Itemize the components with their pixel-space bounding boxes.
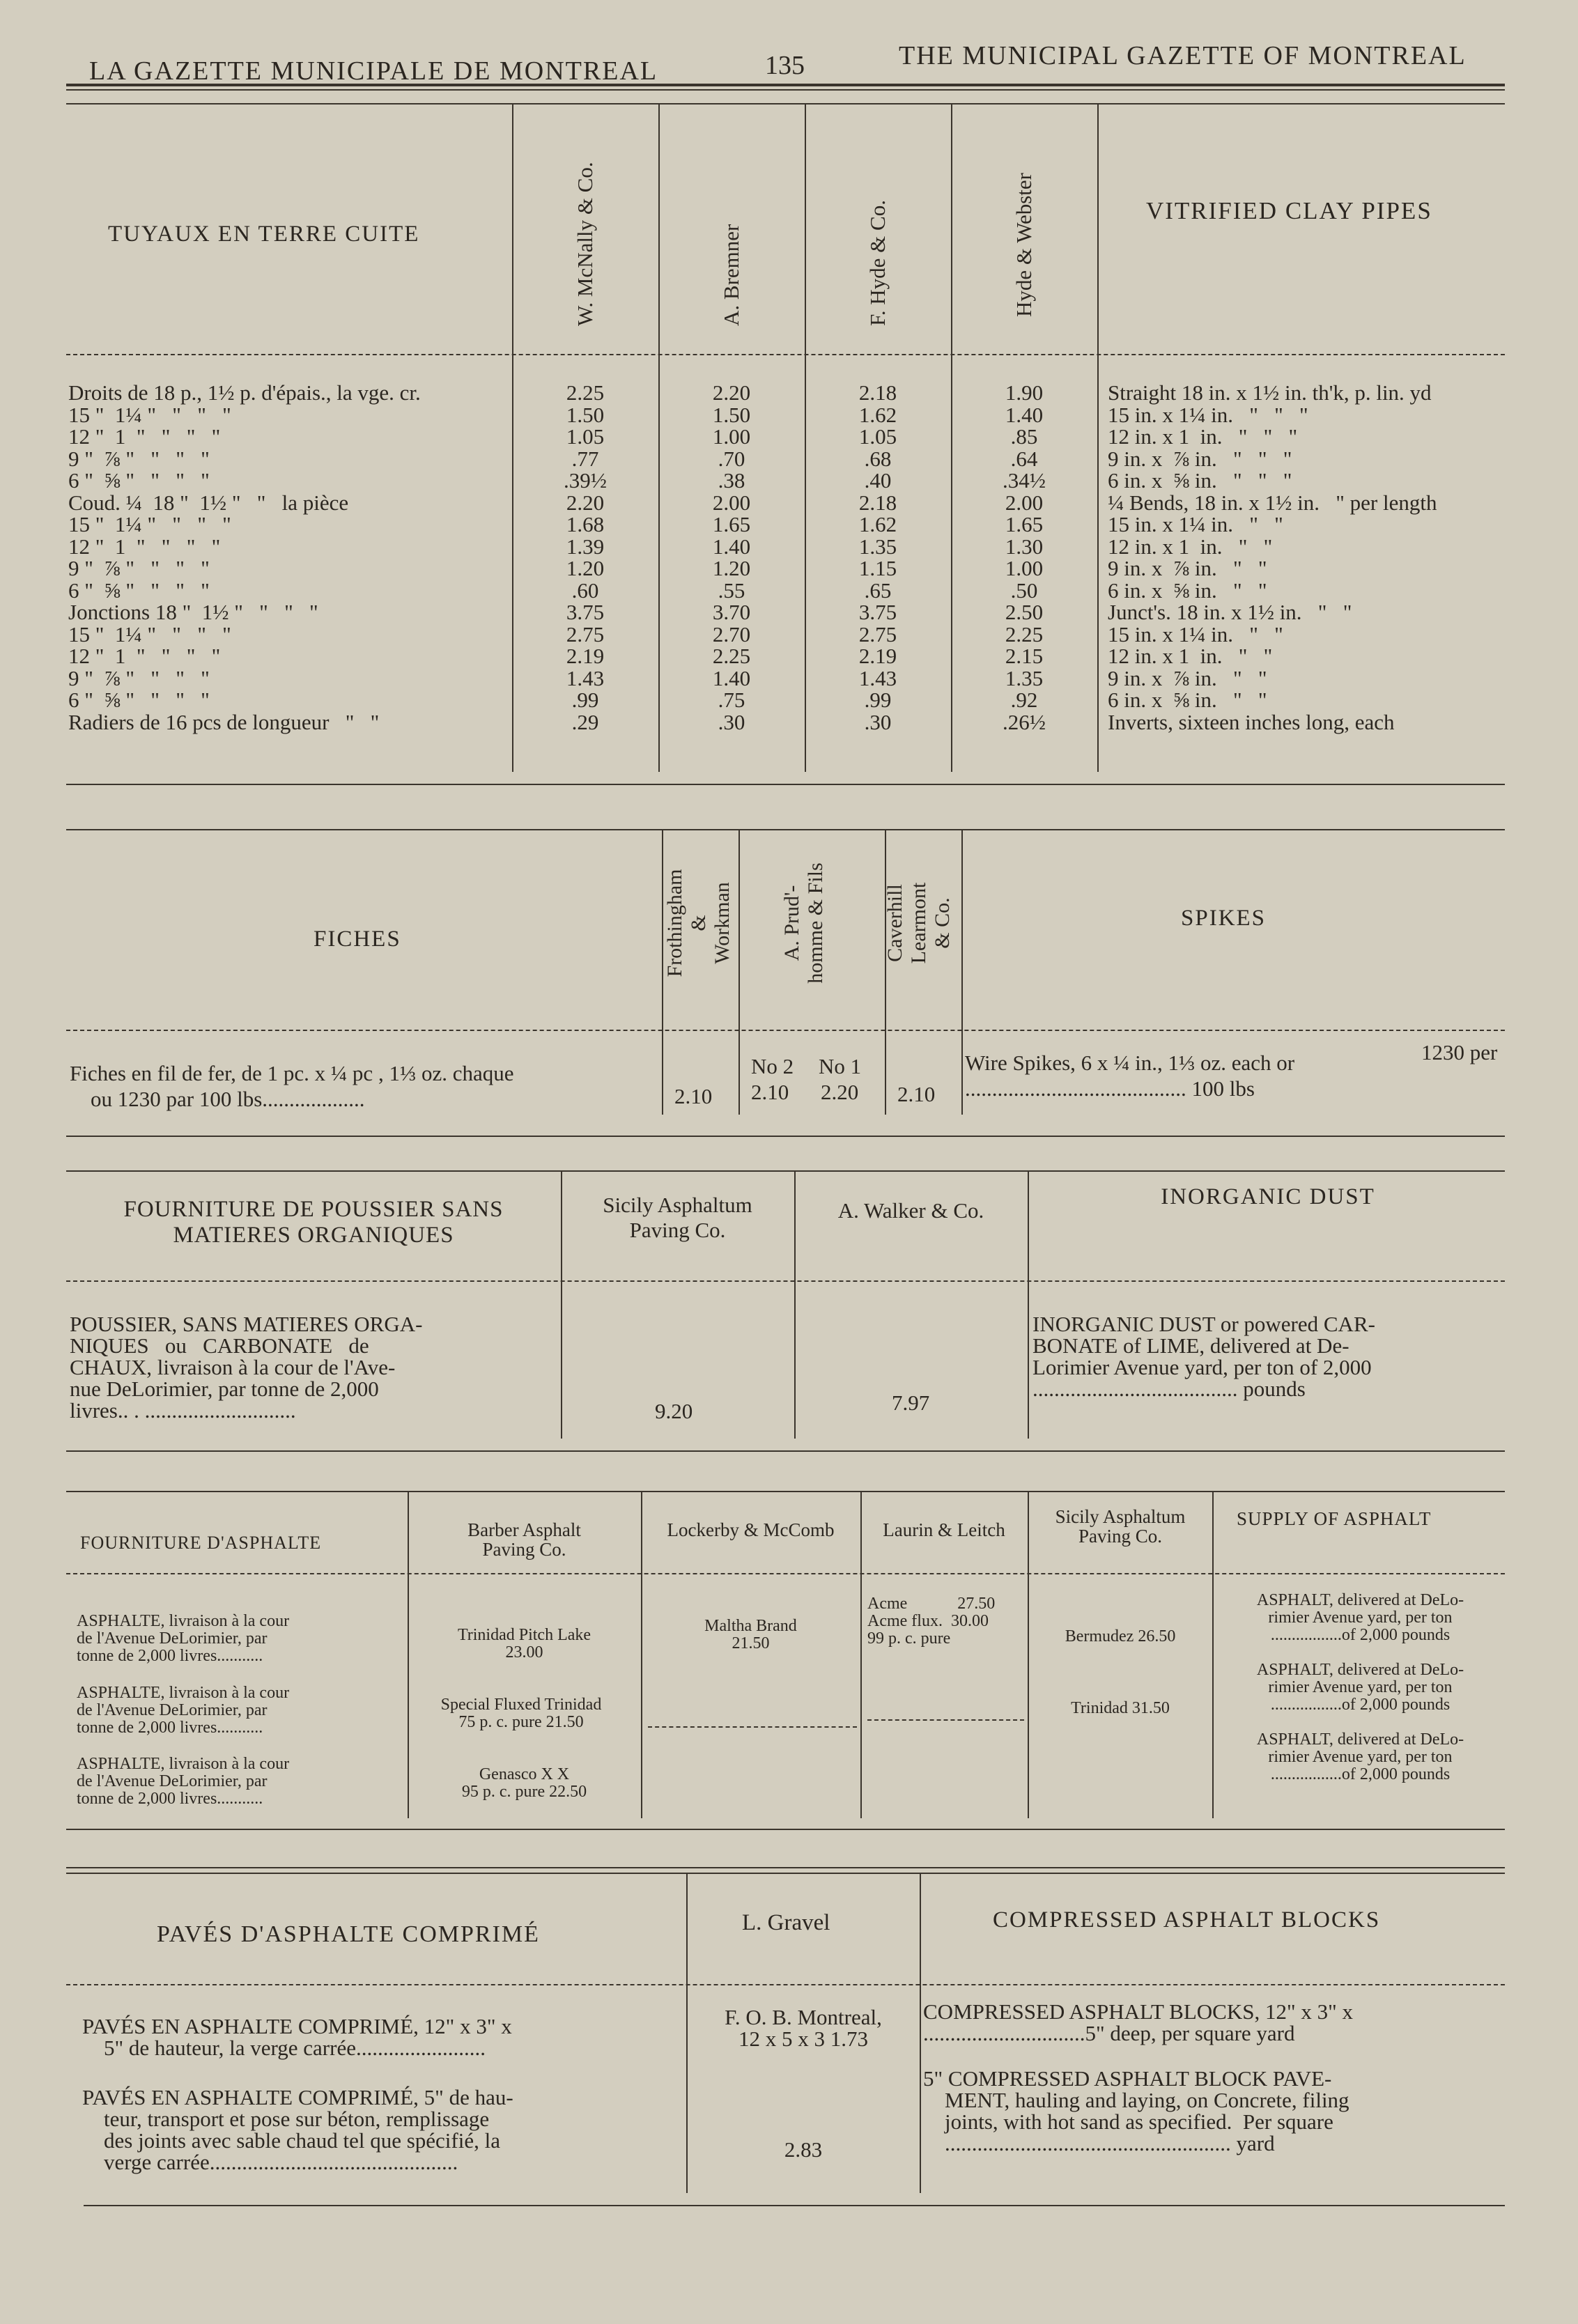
price-cell: 3.70	[712, 600, 751, 624]
asphalt-barber-2: Special Fluxed Trinidad 75 p. c. pure 21.50	[440, 1696, 602, 1731]
page-number: 135	[765, 51, 805, 80]
asphalt-laurin-blank	[867, 1719, 1024, 1721]
price-cell: 1.00	[712, 424, 751, 449]
dust-bottom-rule	[66, 1450, 1505, 1452]
pipes-title-en: VITRIFIED CLAY PIPES	[1146, 197, 1432, 224]
asphalt-vendor-sicily: Sicily Asphaltum Paving Co.	[1055, 1506, 1186, 1547]
price-cell: .34½	[1003, 468, 1046, 493]
price-cell: 1.68	[566, 512, 605, 536]
price-cell: 2.75	[858, 621, 897, 646]
pipe-row-en: Inverts, sixteen inches long, each	[1108, 709, 1395, 734]
pipe-row-fr: 15 " 1¼ " " " "	[68, 402, 231, 427]
pipe-row-en: 15 in. x 1¼ in. " "	[1108, 621, 1283, 646]
price-cell: 2.00	[712, 490, 751, 515]
price-cell: .40	[864, 468, 892, 493]
dust-title-fr: FOURNITURE DE POUSSIER SANS MATIERES ORGANIQUES	[123, 1197, 504, 1248]
asphalt-laurin-value: Acme 27.50 Acme flux. 30.00 99 p. c. pure	[867, 1595, 996, 1648]
dust-title-en: INORGANIC DUST	[1161, 1184, 1375, 1209]
spikes-bottom-rule	[66, 1136, 1505, 1137]
asphalt-sicily-bermudez: Bermudez 26.50	[1065, 1627, 1176, 1645]
pipes-col-bremner	[676, 382, 787, 733]
pipe-row-en: 12 in. x 1 in. " "	[1108, 644, 1273, 668]
blocks-title-en: COMPRESSED ASPHALT BLOCKS	[993, 1907, 1381, 1932]
vendor-mcnally: W. McNally & Co.	[573, 162, 597, 326]
dust-sicily-value: 9.20	[655, 1399, 693, 1423]
pipe-row-en: Junct's. 18 in. x 1½ in. " "	[1108, 600, 1352, 624]
spikes-desc-en-2: ......................................... 100 lbs	[965, 1076, 1255, 1101]
spikes-desc-en-1: Wire Spikes, 6 x ¼ in., 1⅓ oz. each or	[965, 1051, 1295, 1075]
asphalt-sicily-trinidad: Trinidad 31.50	[1071, 1699, 1170, 1717]
blocks-row1-value: F. O. B. Montreal, 12 x 5 x 3 1.73	[725, 2005, 882, 2051]
price-cell: 1.40	[712, 665, 751, 690]
price-cell: .65	[864, 578, 892, 603]
price-cell: 2.18	[858, 380, 897, 405]
price-cell: .92	[1010, 688, 1038, 712]
pipe-row-en: 6 in. x ⅝ in. " "	[1108, 688, 1267, 712]
price-cell: .26½	[1003, 709, 1046, 734]
spikes-prud-no2: 2.10	[751, 1080, 789, 1104]
price-cell: 1.05	[566, 424, 605, 449]
pipes-col-sep-4	[951, 103, 952, 772]
pipes-col-hydewebster	[968, 382, 1080, 733]
asphalt-barber-1: Trinidad Pitch Lake 23.00	[457, 1626, 591, 1661]
pipe-row-en: 12 in. x 1 in. " " "	[1108, 424, 1298, 449]
dust-line-en: INORGANIC DUST or powered CAR-	[1032, 1312, 1375, 1336]
pipes-col-sep-2	[658, 103, 660, 772]
spikes-head-rule	[66, 1030, 1505, 1031]
price-cell: 1.65	[1005, 512, 1044, 536]
price-cell: 3.75	[566, 600, 605, 624]
price-cell: .99	[864, 688, 892, 712]
blocks-row1-fr: PAVÉS EN ASPHALTE COMPRIMÉ, 12" x 3" x 5" de hauteur, la verge carrée........................	[82, 2014, 512, 2060]
pipe-row-en: Straight 18 in. x 1½ in. th'k, p. lin. yd	[1108, 380, 1432, 405]
pipe-row-fr: 12 " 1 " " " "	[68, 644, 221, 668]
asphalt-title-en: SUPPLY OF ASPHALT	[1237, 1508, 1432, 1529]
price-cell: 1.62	[858, 512, 897, 536]
price-cell: 1.30	[1005, 534, 1044, 559]
asphalt-title-fr: FOURNITURE D'ASPHALTE	[80, 1533, 322, 1553]
dust-desc-fr	[70, 1313, 557, 1421]
price-cell: 1.35	[858, 534, 897, 559]
spikes-title-fr: FICHES	[314, 927, 401, 952]
price-cell: 2.15	[1005, 644, 1044, 668]
spikes-prud-no1: 2.20	[821, 1080, 859, 1104]
pipe-row-fr: Droits de 18 p., 1½ p. d'épais., la vge. cr.	[68, 380, 421, 405]
spikes-desc-fr-1: Fiches en fil de fer, de 1 pc. x ¼ pc , 1⅓ oz. chaque	[70, 1061, 514, 1085]
pipes-rows-fr	[68, 382, 514, 733]
asphalt-col-sep-5	[1212, 1491, 1214, 1818]
dust-line-fr: POUSSIER, SANS MATIERES ORGA-	[70, 1312, 423, 1336]
price-cell: .64	[1010, 446, 1038, 471]
dust-line-en: ...................................... pounds	[1032, 1377, 1306, 1401]
price-cell: 3.75	[858, 600, 897, 624]
blocks-row2-value: 2.83	[784, 2137, 823, 2162]
price-cell: .75	[718, 688, 745, 712]
asphalt-row-fr-2: ASPHALTE, livraison à la cour de l'Avenue DeLorimier, par tonne de 2,000 livres...........	[77, 1684, 290, 1737]
vendor-frothingham: Frothingham & Workman	[663, 869, 734, 977]
price-cell: 1.05	[858, 424, 897, 449]
asphalt-col-sep-1	[408, 1491, 409, 1818]
blocks-top-rule-2	[66, 1873, 1505, 1874]
header-rule-2	[66, 89, 1505, 91]
price-cell: 1.90	[1005, 380, 1044, 405]
pipe-row-en: 15 in. x 1¼ in. " " "	[1108, 402, 1308, 427]
dust-col-sep-1	[561, 1170, 562, 1439]
price-cell: .85	[1010, 424, 1038, 449]
asphalt-vendor-barber: Barber Asphalt Paving Co.	[467, 1519, 581, 1560]
price-cell: 1.35	[1005, 665, 1044, 690]
vendor-bremner: A. Bremner	[719, 224, 743, 326]
pipe-row-en: ¼ Bends, 18 in. x 1½ in. " per length	[1108, 490, 1437, 515]
spikes-col-sep-2	[738, 829, 740, 1115]
dust-vendor-sicily: Sicily Asphaltum Paving Co.	[603, 1193, 752, 1242]
asphalt-col-sep-3	[860, 1491, 862, 1818]
pipe-row-fr: 9 " ⅞ " " " "	[68, 665, 210, 690]
dust-vendor-walker: A. Walker & Co.	[837, 1198, 984, 1223]
pipe-row-en: 6 in. x ⅝ in. " "	[1108, 578, 1267, 603]
price-cell: 1.43	[858, 665, 897, 690]
pipe-row-en: 9 in. x ⅞ in. " "	[1108, 665, 1267, 690]
vendor-prudhomme: A. Prud'- homme & Fils	[780, 862, 827, 984]
price-cell: 2.20	[712, 380, 751, 405]
header-rule	[66, 84, 1505, 86]
pipe-row-en: 9 in. x ⅞ in. " " "	[1108, 446, 1292, 471]
pipes-col-fhyde	[822, 382, 934, 733]
price-cell: .70	[718, 446, 745, 471]
price-cell: 2.25	[712, 644, 751, 668]
price-cell: 2.25	[1005, 621, 1044, 646]
blocks-col-sep-2	[920, 1873, 921, 2193]
pipe-row-fr: 6 " ⅝ " " " "	[68, 578, 210, 603]
pipes-col-mcnally	[529, 382, 641, 733]
dust-line-en: BONATE of LIME, delivered at De-	[1032, 1333, 1349, 1358]
price-cell: 2.25	[566, 380, 605, 405]
price-cell: .77	[571, 446, 599, 471]
price-cell: 2.50	[1005, 600, 1044, 624]
blocks-bottom-rule	[84, 2205, 1505, 2206]
price-cell: .29	[571, 709, 599, 734]
price-cell: 1.62	[858, 402, 897, 427]
vendor-caverhill: Caverhill Learmont & Co.	[883, 882, 954, 964]
blocks-row2-en: 5" COMPRESSED ASPHALT BLOCK PAVE- MENT, hauling and laying, on Concrete, filing joints, with hot sand as specified. Per square ..................................................... yard	[923, 2066, 1349, 2155]
dust-line-en: Lorimier Avenue yard, per ton of 2,000	[1032, 1355, 1372, 1379]
pipe-row-fr: 15 " 1¼ " " " "	[68, 512, 231, 536]
blocks-vendor-gravel: L. Gravel	[742, 1910, 830, 1935]
price-cell: 1.40	[1005, 402, 1044, 427]
asphalt-col-sep-2	[641, 1491, 642, 1818]
price-cell: .55	[718, 578, 745, 603]
pipes-rows-en	[1108, 382, 1505, 733]
dust-line-fr: CHAUX, livraison à la cour de l'Ave-	[70, 1355, 396, 1379]
pipe-row-fr: 9 " ⅞ " " " "	[68, 446, 210, 471]
price-cell: 2.75	[566, 621, 605, 646]
dust-head-rule	[66, 1280, 1505, 1282]
price-cell: 2.19	[566, 644, 605, 668]
pipe-row-en: 15 in. x 1¼ in. " "	[1108, 512, 1283, 536]
pipe-row-fr: Radiers de 16 pcs de longueur " "	[68, 709, 380, 734]
dust-top-rule	[66, 1170, 1505, 1172]
asphalt-vendor-lockerby: Lockerby & McComb	[667, 1519, 835, 1540]
pipe-row-en: 9 in. x ⅞ in. " "	[1108, 556, 1267, 580]
spikes-prud-no1-label: No 1	[819, 1054, 862, 1078]
asphalt-lockerby-blank	[648, 1726, 857, 1728]
dust-walker-value: 7.97	[892, 1390, 930, 1415]
blocks-row2-fr: PAVÉS EN ASPHALTE COMPRIMÉ, 5" de hau- teur, transport et pose sur béton, remplissage des joints avec sable chaud tel que spécifié, la verge carrée..............................................	[82, 2085, 513, 2174]
pipes-col-sep-3	[805, 103, 806, 772]
price-cell: 1.39	[566, 534, 605, 559]
price-cell: .39½	[564, 468, 607, 493]
asphalt-row-fr-3: ASPHALTE, livraison à la cour de l'Avenue DeLorimier, par tonne de 2,000 livres...........	[77, 1755, 290, 1808]
spikes-title-en: SPIKES	[1181, 906, 1267, 931]
pipes-col-sep-5	[1097, 103, 1099, 772]
asphalt-row-fr-1: ASPHALTE, livraison à la cour de l'Avenue DeLorimier, par tonne de 2,000 livres...........	[77, 1612, 290, 1665]
spikes-desc-en-1b: 1230 per	[1421, 1040, 1498, 1064]
asphalt-top-rule	[66, 1491, 1505, 1492]
price-cell: 1.00	[1005, 556, 1044, 580]
asphalt-col-sep-4	[1028, 1491, 1029, 1818]
spikes-top-rule	[66, 829, 1505, 830]
spikes-col-sep-4	[961, 829, 963, 1115]
blocks-row1-en: COMPRESSED ASPHALT BLOCKS, 12" x 3" x ..............................5" deep, per square yard	[923, 1999, 1354, 2045]
dust-line-fr: nue DeLorimier, par tonne de 2,000	[70, 1377, 379, 1401]
price-cell: .99	[571, 688, 599, 712]
price-cell: 1.50	[566, 402, 605, 427]
pipes-title-fr: TUYAUX EN TERRE CUITE	[108, 222, 420, 247]
vendor-fhyde: F. Hyde & Co.	[865, 200, 890, 326]
price-cell: 1.20	[566, 556, 605, 580]
asphalt-row-en-3: ASPHALT, delivered at DeLo- rimier Avenue yard, per ton .................of 2,000 pounds	[1256, 1730, 1464, 1783]
asphalt-head-rule	[66, 1573, 1505, 1574]
price-cell: 1.65	[712, 512, 751, 536]
pipes-head-rule	[66, 354, 1505, 355]
price-cell: 2.19	[858, 644, 897, 668]
asphalt-row-en-2: ASPHALT, delivered at DeLo- rimier Avenue yard, per ton .................of 2,000 pounds	[1256, 1661, 1464, 1714]
pipe-row-fr: Coud. ¼ 18 " 1½ " " la pièce	[68, 490, 349, 515]
dust-line-fr: NIQUES ou CARBONATE de	[70, 1333, 369, 1358]
price-cell: .30	[864, 709, 892, 734]
price-cell: .68	[864, 446, 892, 471]
pipe-row-fr: 9 " ⅞ " " " "	[68, 556, 210, 580]
price-cell: .38	[718, 468, 745, 493]
dust-desc-en	[1032, 1313, 1503, 1400]
price-cell: 1.20	[712, 556, 751, 580]
price-cell: 1.50	[712, 402, 751, 427]
pipe-row-en: 6 in. x ⅝ in. " " "	[1108, 468, 1292, 493]
pipe-row-fr: 6 " ⅝ " " " "	[68, 468, 210, 493]
pipe-row-fr: 12 " 1 " " " "	[68, 424, 221, 449]
pipes-top-rule	[66, 103, 1505, 104]
pipe-row-fr: 12 " 1 " " " "	[68, 534, 221, 559]
dust-col-sep-2	[794, 1170, 796, 1439]
vendor-hydewebster: Hyde & Webster	[1012, 173, 1036, 317]
price-cell: 1.15	[858, 556, 897, 580]
blocks-head-rule	[66, 1984, 1505, 1985]
price-cell: 1.43	[566, 665, 605, 690]
blocks-top-rule	[66, 1867, 1505, 1868]
spikes-frothingham: 2.10	[674, 1084, 713, 1108]
dust-line-fr: livres.. . ............................	[70, 1398, 296, 1423]
pipes-bottom-rule	[66, 784, 1505, 785]
spikes-desc-fr-2: ou 1230 par 100 lbs...................	[91, 1087, 365, 1111]
asphalt-lockerby-value: Maltha Brand 21.50	[704, 1617, 797, 1652]
pipe-row-fr: 6 " ⅝ " " " "	[68, 688, 210, 712]
price-cell: 1.40	[712, 534, 751, 559]
running-head-en: THE MUNICIPAL GAZETTE OF MONTREAL	[899, 41, 1467, 70]
spikes-prud-no2-label: No 2	[751, 1054, 794, 1078]
blocks-title-fr: PAVÉS D'ASPHALTE COMPRIMÉ	[157, 1921, 540, 1947]
price-cell: 2.20	[566, 490, 605, 515]
pipe-row-fr: Jonctions 18 " 1½ " " " "	[68, 600, 318, 624]
running-head-fr: LA GAZETTE MUNICIPALE DE MONTREAL	[89, 56, 658, 86]
dust-col-sep-3	[1028, 1170, 1029, 1439]
price-cell: .50	[1010, 578, 1038, 603]
spikes-caverhill: 2.10	[897, 1082, 936, 1106]
pipe-row-fr: 15 " 1¼ " " " "	[68, 621, 231, 646]
price-cell: 2.18	[858, 490, 897, 515]
asphalt-bottom-rule	[66, 1829, 1505, 1830]
price-cell: 2.70	[712, 621, 751, 646]
price-cell: 2.00	[1005, 490, 1044, 515]
asphalt-vendor-laurin: Laurin & Leitch	[883, 1519, 1005, 1540]
blocks-col-sep-1	[686, 1873, 688, 2193]
price-cell: .60	[571, 578, 599, 603]
asphalt-barber-3: Genasco X X 95 p. c. pure 22.50	[461, 1765, 587, 1801]
asphalt-row-en-1: ASPHALT, delivered at DeLo- rimier Avenue yard, per ton .................of 2,000 pounds	[1256, 1591, 1464, 1644]
pipe-row-en: 12 in. x 1 in. " "	[1108, 534, 1273, 559]
price-cell: .30	[718, 709, 745, 734]
